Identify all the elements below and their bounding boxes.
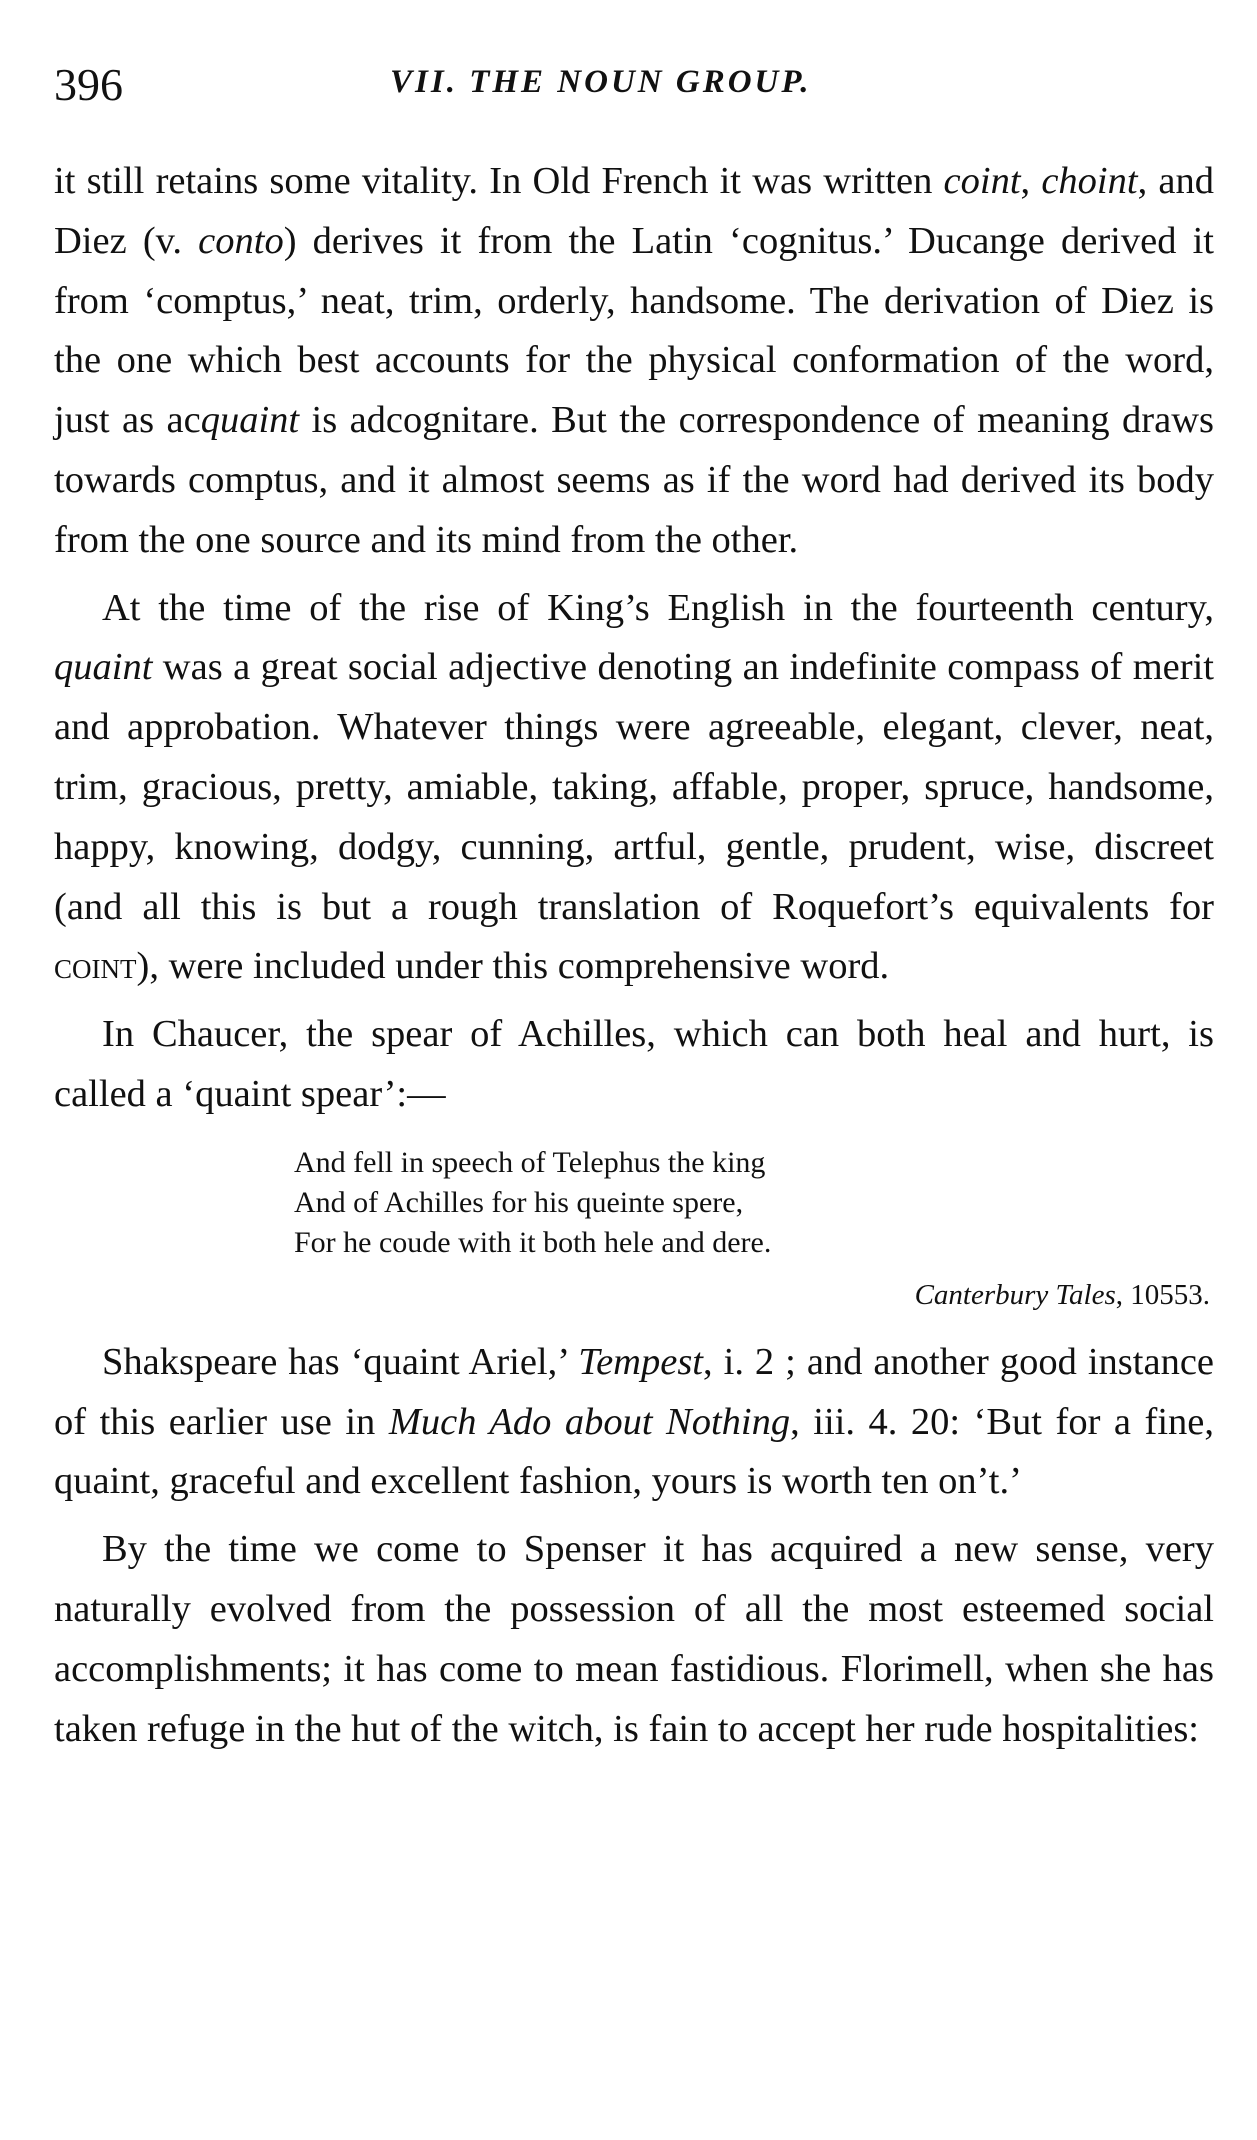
italic-text: conto (198, 219, 284, 262)
text-run: By the time we come to Spenser it has acquired a new sense, very naturally evolved from the possession of all the most esteemed social accomplishments; it has come to mean fastidious. Florimell, when she has taken refuge in the hut of the witch, is fain to accept her rude hospitalities: (54, 1528, 1214, 1750)
running-head: VII. THE NOUN GROUP. (390, 64, 812, 100)
verse-quotation (294, 1143, 1214, 1263)
text-run: Shakspeare has ‘quaint Ariel,’ (102, 1340, 579, 1383)
verse-line: For he coude with it both hele and dere. (294, 1225, 772, 1259)
italic-text: Much Ado about Nothing (388, 1400, 791, 1443)
text-run: At the time of the rise of King’s English in the fourteenth century, (102, 586, 1214, 629)
text-run: ), were included under this comprehensive word. (136, 945, 890, 988)
text-run: , (1020, 160, 1042, 202)
paragraph-4 (54, 1333, 1214, 1512)
paragraph-5 (54, 1520, 1214, 1759)
citation-number: , 10553. (1115, 1278, 1210, 1311)
italic-text: choint (1041, 160, 1138, 202)
paragraph-3 (54, 1005, 1214, 1125)
verse-citation (54, 1275, 1210, 1315)
italic-text: Tempest (578, 1340, 704, 1383)
body-text (54, 152, 1214, 1759)
text-run: , iii. 4. 20: ‘But for a fine, quaint, graceful and excellent fashion, yours is worth ten on’t.’ (54, 1400, 1215, 1503)
italic-text: quaint (54, 646, 153, 689)
text-run: was a great social adjective denoting an indefinite compass of merit and approbation. Whatever things were agreeable, elegant, clever, neat, trim, gracious, pretty, amiable, taking, affable, proper, spruce, handsome, happy, knowing, dodgy, cunning, artful, gentle, prudent, wise, discreet (and all this is but a rough translation of Roquefort’s equivalents for (54, 646, 1214, 928)
text-run: ) derives it from the Latin ‘cognitus.’ Ducange derived it from ‘comptus,’ neat, trim, orderly, handsome. The derivation of Diez is the one which best accounts for the physical conformation of the word, just as ac (54, 219, 1214, 442)
small-caps-text: coint (54, 945, 137, 988)
page-header (0, 58, 1257, 118)
text-run: it still retains some vitality. In Old French it was written (54, 160, 944, 202)
text-run: is adcognitare. But the correspondence of meaning draws towards comptus, and it almost seems as if the word had derived its body from the one source and its mind from the other. (54, 399, 1214, 561)
italic-text: coint (943, 160, 1021, 202)
paragraph-2 (54, 579, 1214, 998)
paragraph-1 (54, 152, 1214, 571)
text-run: , and Diez (v. (54, 160, 1214, 262)
text-run: , i. 2 ; and another good instance of this earlier use in (54, 1340, 1214, 1443)
verse-line: And fell in speech of Telephus the king (294, 1145, 766, 1179)
verse-line: And of Achilles for his queinte spere, (294, 1185, 744, 1219)
italic-text: quaint (200, 399, 300, 442)
citation-title: Canterbury Tales (914, 1278, 1116, 1311)
page-number: 396 (54, 59, 123, 110)
text-run: In Chaucer, the spear of Achilles, which can both heal and hurt, is called a ‘quaint spear’:— (54, 1013, 1214, 1115)
